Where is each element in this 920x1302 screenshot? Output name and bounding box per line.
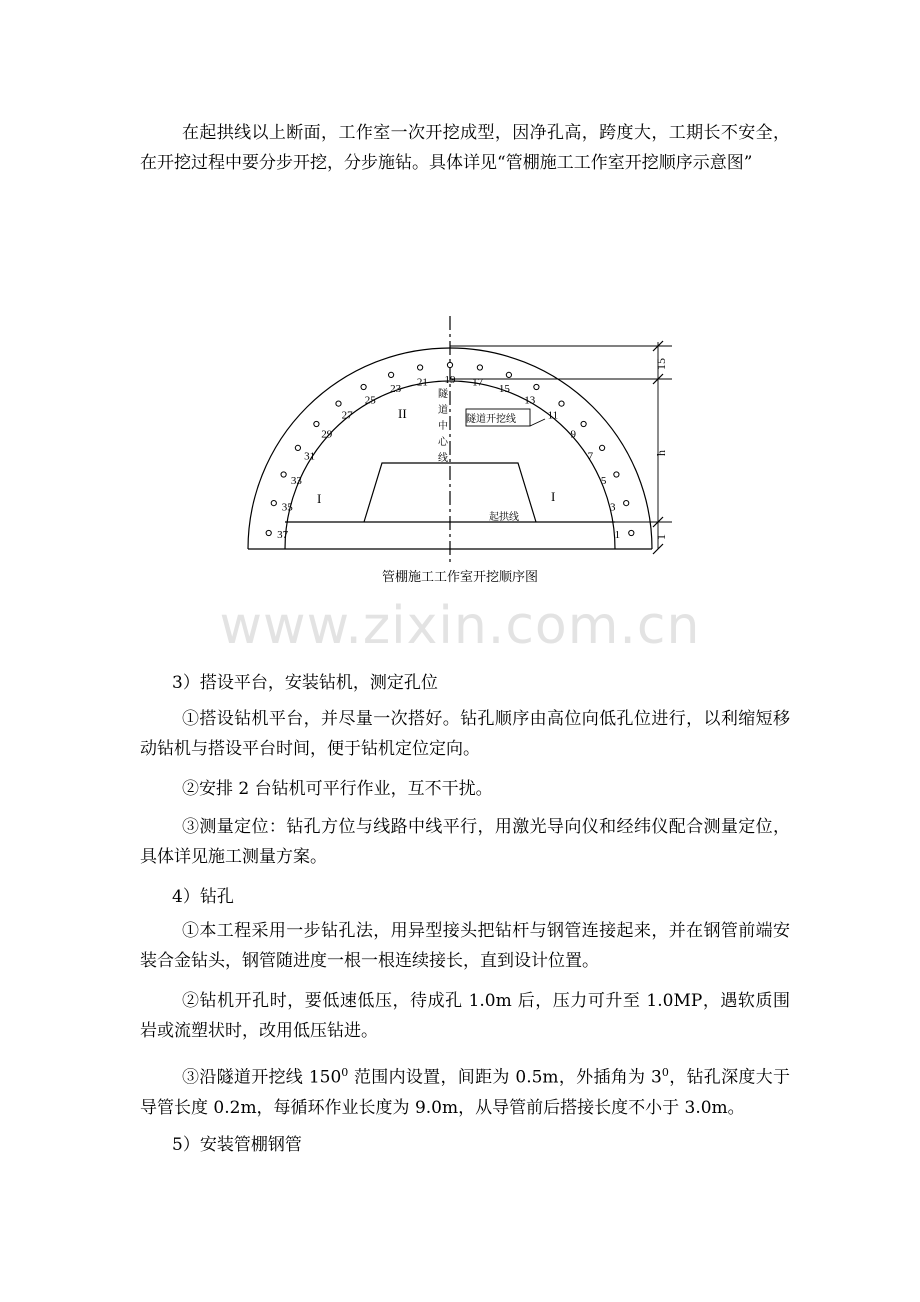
drill-hole-19 — [447, 362, 452, 367]
hole-number-29: 29 — [321, 428, 333, 441]
drill-hole-21 — [418, 365, 423, 370]
section-4-item-3: ③沿隧道开挖线 $150^0$ 范围内设置，间距为 0.5m，外插角为 $3^0$，钻孔深度大于导管长度 0.2m，每循环作业长度为 9.0m，从导管前后搭接长度不小于 3.0m。 — [140, 1066, 791, 1118]
section-3-heading: 3）搭设平台，安装钻机，测定孔位 — [172, 673, 438, 693]
springline-label: 起拱线 — [489, 512, 519, 523]
intro-paragraph: 在起拱线以上断面，工作室一次开挖成型，因净孔高，跨度大，工期长不安全，在开挖过程中要分步开挖，分步施钻。具体详见“管棚施工工作室开挖顺序示意图” — [140, 123, 790, 173]
section-4-item-1: ①本工程采用一步钻孔法，用异型接头把钻杆与钢管连接起来，并在钢管前端安装合金钻头，钢管随进度一根一根连续接长，直到设计位置。 — [140, 921, 790, 971]
drill-hole-5 — [614, 472, 619, 477]
dimension-middle-label: h — [654, 450, 668, 456]
drill-hole-13 — [534, 384, 539, 389]
zone-top-label: II — [398, 406, 407, 421]
drill-hole-1 — [629, 530, 634, 535]
zone-right-label: I — [551, 489, 556, 504]
drill-hole-29 — [314, 421, 319, 426]
drill-hole-17 — [477, 365, 482, 370]
excavation-line-label: 隧道开挖线 — [466, 414, 516, 425]
excavation-sequence-figure — [240, 312, 680, 562]
drill-hole-7 — [600, 445, 605, 450]
drill-hole-15 — [506, 372, 511, 377]
dimension-top-label: 15 — [654, 358, 668, 370]
center-line-char-1: 隧 — [438, 389, 448, 400]
hole-number-27: 27 — [341, 409, 353, 422]
drill-hole-33 — [281, 472, 286, 477]
hole-number-25: 25 — [364, 394, 376, 407]
drill-hole-35 — [271, 501, 276, 506]
figure-caption: 管棚施工工作室开挖顺序图 — [381, 570, 538, 585]
drill-hole-23 — [389, 372, 394, 377]
hole-number-3: 3 — [609, 501, 616, 514]
drill-hole-25 — [361, 384, 366, 389]
center-line-char-4: 心 — [438, 437, 448, 448]
section-4-item-2: ②钻机开孔时，要低速低压，待成孔 1.0m 后，压力可升至 1.0MP，遇软质围岩或流塑状时，改用低压钻进。 — [140, 991, 790, 1041]
hole-number-19: 19 — [444, 374, 456, 386]
section-3-item-2: ②安排 2 台钻机可平行作业，互不干扰。 — [182, 779, 493, 799]
hole-number-15: 15 — [498, 383, 510, 396]
drill-hole-9 — [581, 421, 586, 426]
hole-number-11: 11 — [547, 409, 559, 422]
drill-hole-27 — [336, 401, 341, 406]
hole-number-31: 31 — [304, 450, 316, 463]
hole-number-1: 1 — [614, 529, 621, 542]
center-line-char-3: 中 — [438, 421, 448, 432]
drill-hole-11 — [559, 401, 564, 406]
zone-left-label: I — [317, 491, 322, 506]
center-line-char-2: 道 — [438, 405, 448, 416]
hole-number-13: 13 — [524, 394, 536, 407]
hole-number-9: 9 — [570, 428, 577, 441]
hole-number-33: 33 — [290, 475, 302, 488]
hole-number-37: 37 — [277, 529, 289, 542]
section-3-item-3: ③测量定位：钻孔方位与线路中线平行，用激光导向仪和经纬仪配合测量定位，具体详见施工测量方案。 — [140, 817, 790, 867]
hole-number-5: 5 — [600, 475, 607, 488]
section-4-heading: 4）钻孔 — [172, 887, 234, 907]
hole-number-7: 7 — [587, 450, 594, 463]
center-line-char-5: 线 — [438, 453, 448, 464]
hole-number-21: 21 — [416, 376, 428, 389]
hole-number-17: 17 — [472, 376, 484, 389]
drill-hole-3 — [624, 501, 629, 506]
section-3-item-1: ①搭设钻机平台，并尽量一次搭好。钻孔顺序由高位向低孔位进行，以利缩短移动钻机与搭设平台时间，便于钻机定位定向。 — [140, 709, 790, 759]
drill-hole-31 — [295, 445, 300, 450]
section-5-heading: 5）安装管棚钢管 — [172, 1135, 302, 1155]
watermark: www.zixin.com.cn — [219, 596, 701, 656]
hole-number-23: 23 — [390, 383, 402, 396]
dimension-bottom-label: 1 — [654, 534, 668, 540]
drill-hole-37 — [266, 530, 271, 535]
hole-number-35: 35 — [281, 501, 293, 514]
